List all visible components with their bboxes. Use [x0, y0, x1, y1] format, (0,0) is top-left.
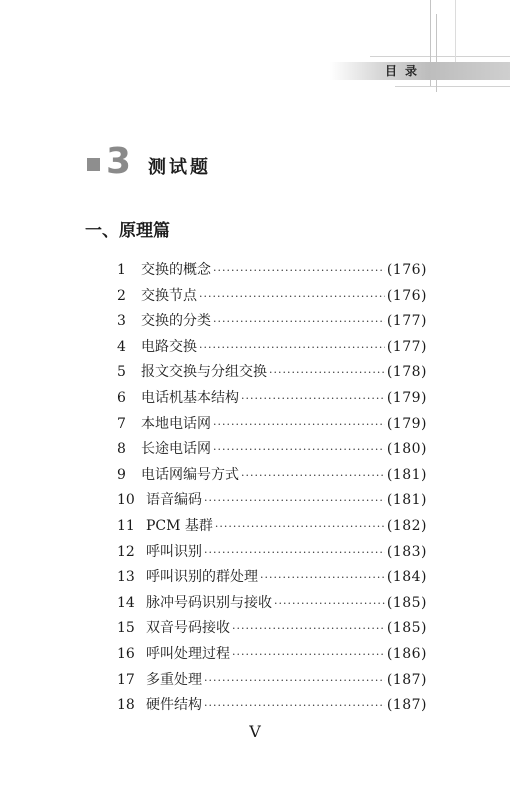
- toc-entry-number: 1: [117, 262, 126, 278]
- toc-entry[interactable]: [117, 642, 427, 668]
- toc-entry-page: (181): [386, 466, 427, 483]
- toc-entry-title: 呼叫处理过程: [146, 645, 230, 662]
- toc-leader-dots: [213, 437, 385, 463]
- toc-leader-dots: [241, 463, 385, 489]
- toc-leader-dots: [274, 591, 385, 617]
- toc-entry[interactable]: [117, 335, 427, 361]
- toc-entry[interactable]: [117, 693, 427, 719]
- toc-entry-number: 11: [117, 517, 135, 534]
- toc-entry[interactable]: [117, 668, 427, 694]
- chapter-marker-square: [87, 158, 100, 171]
- toc-entry-title: 硬件结构: [146, 697, 202, 714]
- toc-leader-dots: [241, 386, 385, 412]
- toc-entry-number: 8: [117, 441, 126, 458]
- toc-entry-page: (178): [386, 364, 427, 381]
- toc-entry-title: 报文交换与分组交换: [141, 364, 267, 381]
- toc-leader-dots: [204, 668, 385, 694]
- toc-leader-dots: [204, 693, 385, 719]
- header-rule-vertical: [455, 0, 456, 64]
- toc-entry[interactable]: [117, 284, 427, 310]
- toc-entry-number: 16: [117, 645, 135, 662]
- toc-entry-number: 7: [117, 415, 126, 432]
- toc-entry-number: 3: [117, 313, 126, 330]
- toc-entry-title: 呼叫识别的群处理: [146, 569, 258, 586]
- table-of-contents: [117, 258, 427, 719]
- toc-entry[interactable]: [117, 360, 427, 386]
- toc-entry-page: (185): [386, 620, 427, 637]
- toc-entry[interactable]: [117, 412, 427, 438]
- page-number: V: [249, 722, 261, 741]
- toc-entry-page: (179): [386, 415, 427, 432]
- toc-entry-page: (176): [386, 262, 427, 278]
- toc-entry-page: (185): [386, 594, 427, 611]
- toc-leader-dots: [204, 540, 385, 566]
- toc-entry-page: (184): [386, 569, 427, 586]
- toc-entry-title: 电话网编号方式: [141, 466, 239, 483]
- toc-entry-page: (176): [386, 287, 427, 304]
- toc-entry-page: (187): [386, 671, 427, 688]
- toc-entry-number: 14: [117, 594, 135, 611]
- header-rule-top: [370, 56, 510, 57]
- toc-leader-dots: [213, 412, 385, 438]
- toc-entry[interactable]: [117, 463, 427, 489]
- toc-entry-title: 多重处理: [146, 671, 202, 688]
- toc-leader-dots: [269, 360, 385, 386]
- toc-entry-title: 呼叫识别: [146, 543, 202, 560]
- toc-entry-page: (180): [386, 441, 427, 458]
- toc-leader-dots: [232, 616, 385, 642]
- toc-entry[interactable]: [117, 540, 427, 566]
- toc-entry[interactable]: [117, 514, 427, 540]
- toc-entry[interactable]: [117, 309, 427, 335]
- toc-entry[interactable]: [117, 258, 427, 284]
- toc-entry-page: (181): [386, 492, 427, 509]
- chapter-number: 3: [106, 141, 132, 182]
- toc-entry-number: 13: [117, 569, 135, 586]
- toc-entry-page: (179): [386, 389, 427, 406]
- toc-entry-number: 17: [117, 671, 135, 688]
- toc-entry-number: 2: [117, 287, 126, 304]
- header-rule-bottom: [395, 86, 510, 87]
- toc-entry[interactable]: [117, 386, 427, 412]
- toc-entry-page: (183): [386, 543, 427, 560]
- toc-entry-page: (182): [386, 517, 427, 534]
- toc-leader-dots: [213, 309, 385, 335]
- toc-entry-title: 电话机基本结构: [141, 389, 239, 406]
- toc-leader-dots: [199, 335, 385, 361]
- section-title: 一、原理篇: [85, 221, 170, 241]
- toc-entry-title: 双音号码接收: [146, 620, 230, 637]
- running-header-label: 目录: [385, 64, 426, 78]
- toc-leader-dots: [215, 514, 385, 540]
- toc-entry-page: (187): [386, 697, 427, 714]
- toc-entry-title: 交换的概念: [141, 262, 211, 278]
- toc-entry-number: 15: [117, 620, 135, 637]
- toc-entry-number: 12: [117, 543, 135, 560]
- toc-entry-title: 交换节点: [141, 287, 197, 304]
- toc-entry[interactable]: [117, 591, 427, 617]
- toc-entry-title: 电路交换: [141, 338, 197, 355]
- toc-entry-title: PCM 基群: [146, 517, 213, 534]
- toc-leader-dots: [232, 642, 385, 668]
- toc-entry-title: 交换的分类: [141, 313, 211, 330]
- header-rule-vertical: [436, 14, 437, 92]
- toc-entry[interactable]: [117, 488, 427, 514]
- toc-leader-dots: [213, 258, 385, 284]
- toc-entry[interactable]: [117, 565, 427, 591]
- toc-entry[interactable]: [117, 437, 427, 463]
- toc-leader-dots: [204, 488, 385, 514]
- toc-leader-dots: [260, 565, 385, 591]
- chapter-title: 测试题: [148, 157, 211, 178]
- toc-leader-dots: [199, 284, 385, 310]
- toc-entry-number: 18: [117, 697, 135, 714]
- toc-entry-page: (186): [386, 645, 427, 662]
- toc-entry-title: 本地电话网: [141, 415, 211, 432]
- toc-entry-number: 5: [117, 364, 126, 381]
- toc-entry-page: (177): [386, 338, 427, 355]
- toc-entry-page: (177): [386, 313, 427, 330]
- toc-entry-number: 10: [117, 492, 135, 509]
- toc-entry-number: 9: [117, 466, 126, 483]
- toc-entry-title: 语音编码: [146, 492, 202, 509]
- toc-entry[interactable]: [117, 616, 427, 642]
- toc-entry-title: 长途电话网: [141, 441, 211, 458]
- toc-entry-title: 脉冲号码识别与接收: [146, 594, 272, 611]
- toc-entry-number: 4: [117, 338, 126, 355]
- toc-entry-number: 6: [117, 389, 126, 406]
